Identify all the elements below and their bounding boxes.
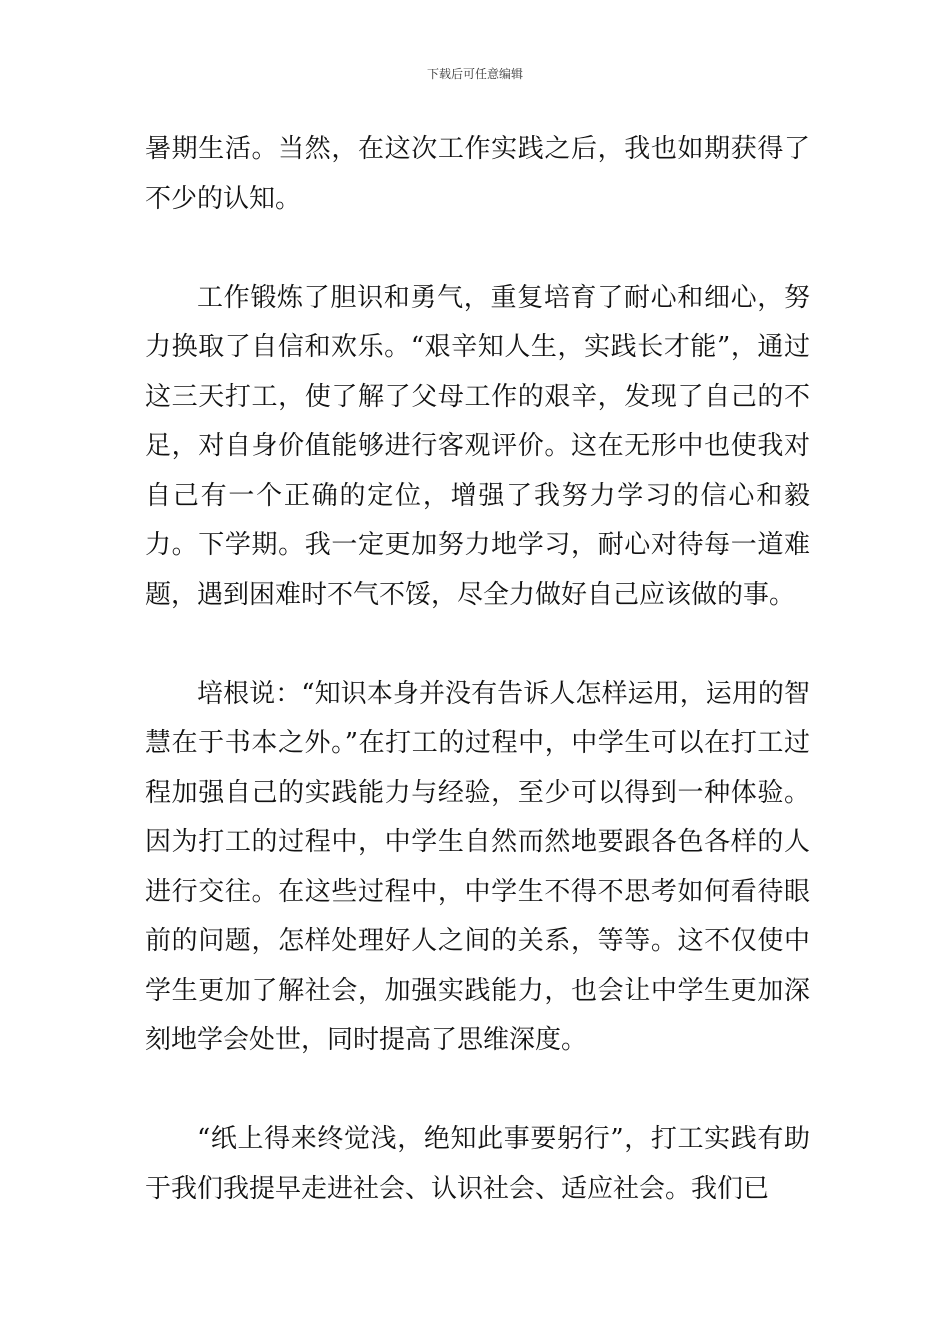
header-note: 下载后可任意编辑 [426, 67, 523, 81]
paragraph-3: 培根说：“知识本身并没有告诉人怎样运用，运用的智慧在于书本之外。”在打工的过程中，中学生可以在打工过程加强自己的实践能力与经验，至少可以得到一种体验。因为打工的过程中，中学生自然而然地要跟各色各样的人进行交往。在这些过程中，中学生不得不思考如何看待眼前的问题，怎样处理好人之间的关系，等等。这不仅使中学生更加了解社会，加强实践能力，也会让中学生更加深刻地学会处世，同时提高了思维深度。 [145, 678, 810, 1055]
paragraph-gap [145, 1066, 810, 1116]
paragraph-4: “纸上得来终觉浅，绝知此事要躬行”，打工实践有助于我们我提早走进社会、认识社会、适应社会。我们已 [145, 1124, 810, 1204]
paragraph-gap [145, 620, 810, 670]
paragraph-gap [145, 224, 810, 274]
paragraph-2: 工作锻炼了胆识和勇气，重复培育了耐心和细心，努力换取了自信和欢乐。“艰辛知人生，实践长才能”，通过这三天打工，使了解了父母工作的艰辛，发现了自己的不足，对自身价值能够进行客观评价。这在无形中也使我对自己有一个正确的定位，增强了我努力学习的信心和毅力。下学期。我一定更加努力地学习，耐心对待每一道难题，遇到困难时不气不馁，尽全力做好自己应该做的事。 [145, 282, 810, 610]
document-body [145, 125, 810, 1214]
paragraph-1: 暑期生活。当然，在这次工作实践之后，我也如期获得了不少的认知。 [145, 134, 810, 214]
